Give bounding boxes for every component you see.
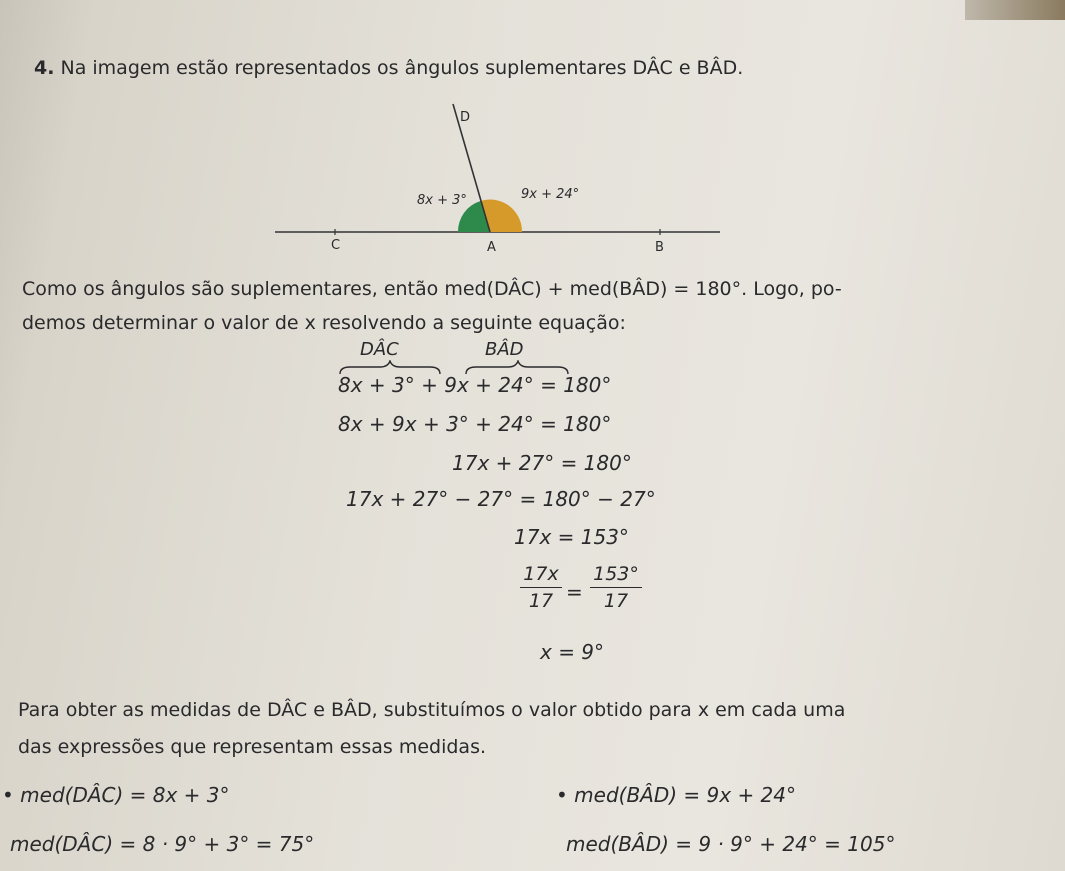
equation-1-right: 9x + 24° bbox=[444, 373, 534, 397]
paragraph1-line2: demos determinar o valor de x resolvendo a seguinte equação: bbox=[22, 312, 626, 334]
equation-7: x = 9° bbox=[540, 640, 605, 664]
fraction-left-bar bbox=[520, 587, 562, 588]
paragraph2-line2: das expressões que representam essas medidas. bbox=[18, 736, 487, 758]
label-D: D bbox=[460, 110, 471, 125]
equation-6-equals: = bbox=[566, 580, 583, 604]
equation-2: 8x + 9x + 3° + 24° = 180° bbox=[338, 412, 612, 436]
result-right-row-1 bbox=[556, 783, 796, 807]
brace-label-left: DÂC bbox=[360, 339, 399, 360]
result-right-2: med(BÂD) = 9 · 9° + 24° = 105° bbox=[566, 832, 896, 856]
equation-5: 17x = 153° bbox=[514, 525, 629, 549]
fraction-left-numerator: 17x bbox=[523, 563, 559, 585]
result-left-1: med(DÂC) = 8x + 3° bbox=[20, 783, 230, 807]
equation-1 bbox=[338, 373, 611, 397]
fraction-right-denominator: 17 bbox=[603, 590, 629, 612]
bullet-left: • bbox=[2, 783, 21, 807]
fraction-left-denominator: 17 bbox=[528, 590, 554, 612]
paragraph1-line1: Como os ângulos são suplementares, então med(DÂC) + med(BÂD) = 180°. Logo, po- bbox=[22, 278, 842, 300]
result-left-row-1 bbox=[2, 783, 230, 807]
bullet-right: • bbox=[556, 783, 575, 807]
angle-left-expression: 8x + 3° bbox=[417, 193, 467, 208]
equation-1-plus: + bbox=[421, 373, 438, 397]
angle-right-expression: 9x + 24° bbox=[521, 187, 580, 202]
fraction-right-numerator: 153° bbox=[593, 563, 639, 585]
label-A: A bbox=[487, 240, 496, 255]
label-C: C bbox=[331, 238, 341, 253]
label-B: B bbox=[655, 240, 664, 255]
result-right-1: med(BÂD) = 9x + 24° bbox=[574, 783, 797, 807]
paragraph2-line1: Para obter as medidas de DÂC e BÂD, substituímos o valor obtido para x em cada uma bbox=[18, 699, 846, 721]
fraction-right bbox=[590, 563, 642, 612]
angle-figure bbox=[270, 98, 730, 258]
page-corner-shadow bbox=[965, 0, 1065, 20]
equation-1-left: 8x + 3° bbox=[338, 373, 415, 397]
question-statement: Na imagem estão representados os ângulos suplementares DÂC e BÂD. bbox=[60, 57, 744, 79]
question-number: 4. bbox=[34, 57, 55, 79]
brace-label-right: BÂD bbox=[485, 339, 524, 360]
fraction-right-bar bbox=[590, 587, 642, 588]
equation-1-rhs: = 180° bbox=[540, 373, 612, 397]
fraction-left bbox=[520, 563, 562, 612]
equation-3: 17x + 27° = 180° bbox=[452, 451, 632, 475]
equation-4: 17x + 27° − 27° = 180° − 27° bbox=[346, 487, 656, 511]
paragraph-substitution bbox=[18, 692, 845, 766]
result-left-2: med(DÂC) = 8 · 9° + 3° = 75° bbox=[10, 832, 315, 856]
question-title bbox=[34, 57, 743, 79]
paragraph-supplementary bbox=[22, 272, 842, 340]
